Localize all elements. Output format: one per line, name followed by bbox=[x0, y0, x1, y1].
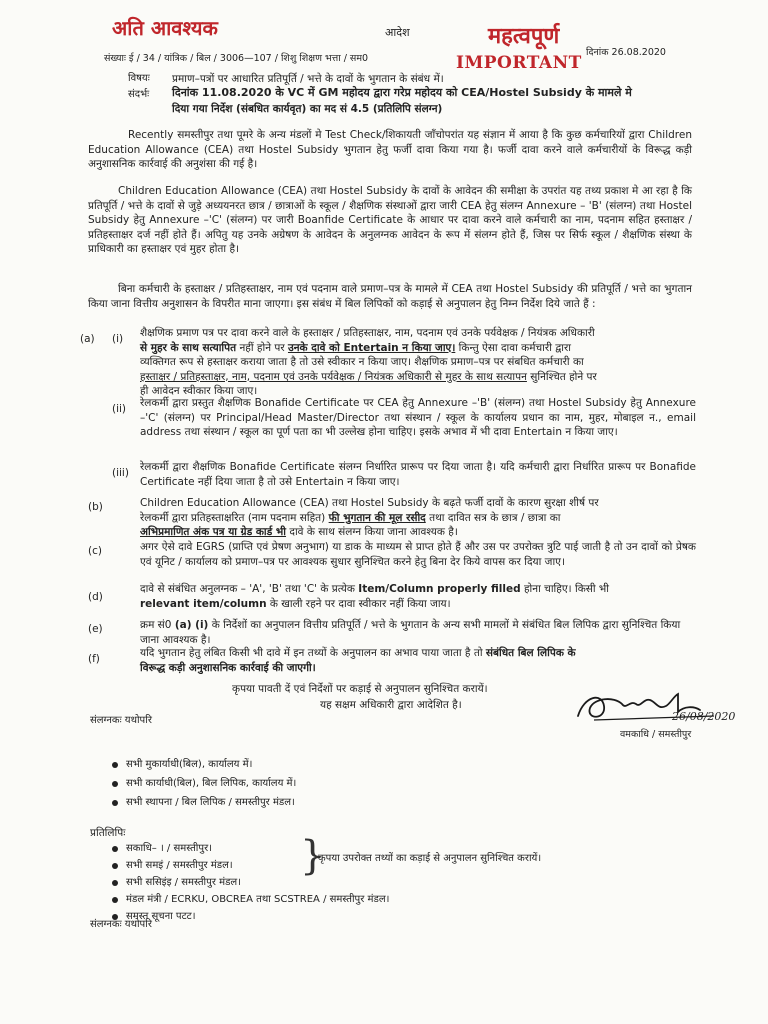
closing-line-2: यह सक्षम अधिकारी द्वारा आदेशित है। bbox=[320, 699, 462, 711]
item-a-i-line-3: व्यक्तिगत रूप से हस्ताक्षर कराया जाता है तो उसे स्वीकार न किया जाए। शैक्षणिक प्रमाण–पत्र पर संबधित कर्मचारी का bbox=[140, 356, 584, 368]
bullet-icon bbox=[112, 762, 118, 768]
distribution-list bbox=[112, 758, 296, 810]
bullet-icon bbox=[112, 781, 118, 787]
subject-label: विषयः bbox=[128, 73, 150, 84]
bullet-icon bbox=[112, 897, 118, 903]
closing-line-1: कृपया पावती दें एवं निर्देशों पर कड़ाई से अनुपालन सुनिश्चित करायें। bbox=[232, 683, 488, 695]
brace-icon: } bbox=[300, 833, 326, 879]
designation: वमकाधि / समस्तीपुर bbox=[620, 729, 692, 740]
list-item: सभी ससिइंइ / समस्तीपुर मंडल। bbox=[112, 876, 389, 890]
list-item: समस्त सूचना पटट। bbox=[112, 910, 389, 924]
item-f-label: (f) bbox=[88, 653, 100, 665]
paragraph-2: Children Education Allowance (CEA) तथा Hostel Subsidy के दावों के आवेदन की समीक्षा के उपरांत यह तथ्य प्रकाश मे आ रहा है कि प्रतिपूर्ति / भत्ते के दावों से जुड़े अध्ययनरत छात्र / छात्राओं के स्कूल / शैक्षणिक संस्थाओं द्वारा जारी CEA हेतु संलग्न Annexure – 'B' (संलग्न) तथा Hostel Subsidy हेतु Annexure –'C' (संलग्न) पर जारी Boanfide Certificate के आधार पर दावा करने वाले कर्मचारी का नाम, पदनाम सहित हस्ताक्षर / प्रतिहस्ताक्षर दर्ज नहीं होते हैं। अपितु यह उनके अग्रेषण के आवेदन के अनुलग्नक आवेदन के रूप में संलग्न होते हैं, जिस पर सिर्फ स्कूल / शैक्षणिक संस्था के प्राधिकारी का हस्ताक्षर एवं मुहर होता है। bbox=[88, 185, 692, 255]
bullet-icon bbox=[112, 846, 118, 852]
item-a-iii-text: रेलकर्मी द्वारा शैक्षणिक Bonafide Certificate संलग्न निर्धारित प्रारूप पर दिया जाता है। यदि कर्मचारी द्वारा निर्धारित प्रारूप पर Bonafide Certificate नहीं दिया जाता है तो उसे Entertain न किया जाए। bbox=[140, 461, 696, 488]
paragraph-1: Recently समस्तीपुर तथा पूमरे के अन्य मंडलों मे Test Check/शिकायती जाँचोपरांत यह संज्ञान में आया है कि कुछ कर्मचारियों द्वारा Children Education Allowance (CEA) तथा Hostel Subsidy भुगतान हेतु फर्जी दावा किया गया है। फर्जी दावा करने वाले कर्मचारीयों के विरूद्ध कड़ी अनुशासनिक कार्रवाई की अनुशंसा की गई है। bbox=[88, 129, 692, 170]
item-a-i-label: (i) bbox=[112, 333, 124, 345]
item-a-ii-text: रेलकर्मी द्वारा प्रस्तुत शैक्षणिक Bonafide Certificate पर CEA हेतु Annexure –'B' (संलग्न) तथा Hostel Subsidy हेतु Annexure –'C' (संलग्न) पर Principal/Head Master/Director तथा संस्थान / स्कूल के कार्यालय प्रधान का नाम, मुहर, मोबाइल न., email address तथा संस्थान / स्कूल का पूर्ण पता का भी उल्लेख होना चाहिए। इसके अभाव में भी दावा Entertain न किया जाए। bbox=[140, 397, 696, 438]
bullet-icon bbox=[112, 800, 118, 806]
order-heading: आदेश bbox=[385, 26, 410, 39]
item-a-i-line-5: ही आवेदन स्वीकार किया जाए। bbox=[140, 385, 258, 397]
item-c-label: (c) bbox=[88, 545, 102, 557]
item-a-iii-label: (iii) bbox=[112, 467, 129, 479]
item-a-ii-label: (ii) bbox=[112, 403, 127, 415]
bullet-icon bbox=[112, 863, 118, 869]
item-a-label: (a) bbox=[80, 333, 95, 345]
item-d-label: (d) bbox=[88, 591, 103, 603]
list-item: सभी समइं / समस्तीपुर मंडल। bbox=[112, 859, 389, 873]
brace-note: कृपया उपरोक्त तथ्यों का कड़ाई से अनुपालन सुनिश्चित करायें। bbox=[318, 853, 542, 864]
copy-attachment-note: संलग्नकः यथोपरि bbox=[90, 919, 152, 930]
bullet-icon bbox=[112, 880, 118, 886]
copy-label: प्रतिलिपिः bbox=[90, 827, 126, 839]
important-stamp-hindi: महत्वपूर्ण bbox=[488, 24, 560, 49]
list-item: सभी स्थापना / बिल लिपिक / समस्तीपुर मंडल। bbox=[112, 796, 296, 810]
item-d-text: दावे से संबंधित अनुलग्नक – 'A', 'B' तथा 'C' के प्रत्येक Item/Column properly filled होना चाहिए। किसी भी relevant item/column के खाली रहने पर दावा स्वीकार नहीं किया जाय। bbox=[140, 583, 610, 610]
item-b-label: (b) bbox=[88, 501, 103, 513]
paragraph-3: बिना कर्मचारी के हस्ताक्षर / प्रतिहस्ताक्षर, नाम एवं पदनाम वाले प्रमाण–पत्र के मामले में CEA तथा Hostel Subsidy की प्रतिपूर्ति / भत्ते का भुगतान किया जाना वित्तीय अनुशासन के विपरीत माना जाएगा। इस संबंध में बिल लिपिकों को कड़ाई से अनुपालन हेतु निम्न निर्देश दिये जाते हैं : bbox=[88, 283, 692, 310]
list-item: मंडल मंत्री / ECRKU, OBCREA तथा SCSTREA / समस्तीपुर मंडल। bbox=[112, 893, 389, 907]
reference-line-1: दिनांक 11.08.2020 के VC में GM महोदय द्वारा गरेप्र महोदय को CEA/Hostel Subsidy के मामले मे bbox=[172, 86, 632, 99]
signature-date: 26/08/2020 bbox=[672, 710, 736, 723]
item-b-text: Children Education Allowance (CEA) तथा Hostel Subsidy के बढ़ते फर्जी दावों के कारण सुरक्षा शीर्ष पर रेलकर्मी द्वारा प्रतिहस्ताक्षरित (नाम पदनाम सहित) फी भुगतान की मूल रसीद तथा दावित सत्र के छात्र / छात्रा का अभिप्रमाणित अंक पत्र या ग्रेड कार्ड भी दावे के साथ संलग्न किया जाना आवश्यक है। bbox=[140, 497, 599, 538]
item-c-text: अगर ऐसे दावे EGRS (प्राप्ति एवं प्रेषण अनुभाग) या डाक के माध्यम से प्राप्त होते हैं और उस पर उपरोक्त त्रुटि पाई जाती है तो उन दावों को प्रेषक एवं यूनिट / कार्यालय को प्रमाण–पत्र पर आवश्यक सुधार सुनिश्चित करने हेतु बिना देर किये वापस कर दिया जाए। bbox=[140, 541, 696, 568]
document-date: दिनांक 26.08.2020 bbox=[586, 47, 666, 58]
item-e-label: (e) bbox=[88, 623, 103, 635]
urgent-stamp: अति आवश्यक bbox=[112, 16, 218, 40]
item-a-i-text bbox=[140, 326, 696, 399]
subject-text: प्रमाण–पत्रों पर आधारित प्रतिपूर्ति / भत्ते के दावों के भुगतान के संबंध में। bbox=[172, 73, 444, 85]
attachment-note: संलग्नकः यथोपरि bbox=[90, 715, 152, 726]
important-stamp: IMPORTANT bbox=[456, 53, 582, 73]
reference-label: संदर्भः bbox=[128, 89, 150, 100]
list-item: सकाधि– । / समस्तीपुर। bbox=[112, 842, 389, 856]
item-e-text: क्रम सं0 (a) (i) के निर्देशों का अनुपालन वित्तीय प्रतिपूर्ति / भत्ते के भुगतान के अन्य सभी मामलों मे संबंधित बिल लिपिक द्वारा सुनिश्चित किया जाना आवश्यक है। bbox=[140, 619, 681, 646]
reference-number: संख्याः ई / 34 / यांत्रिक / बिल / 3006—107 / शिशु शिक्षण भत्ता / सम0 bbox=[104, 53, 369, 64]
item-a-i-line-2: से मुहर के साथ सत्यापित नहीं होने पर उनके दावे को Entertain न किया जाए। किन्तु ऐसा दावा कर्मचारी द्वारा bbox=[140, 341, 572, 354]
item-a-i-line-1: शैक्षणिक प्रमाण पत्र पर दावा करने वाले के हस्ताक्षर / प्रतिहस्ताक्षर, नाम, पदनाम एवं उनके पर्यवेक्षक / नियंत्रक अधिकारी bbox=[140, 327, 595, 339]
list-item: सभी मुकार्याधी(बिल), कार्यालय में। bbox=[112, 758, 296, 772]
list-item: सभी कार्याधी(बिल), बिल लिपिक, कार्यालय में। bbox=[112, 777, 296, 791]
item-f-text: यदि भुगतान हेतु लंबित किसी भी दावे में इन तथ्यों के अनुपालन का अभाव पाया जाता है तो संबंधित बिल लिपिक के विरूद्ध कड़ी अनुशासनिक कार्रवाई की जाएगी। bbox=[140, 647, 576, 674]
reference-line-2: दिया गया निर्देश (संबधित कार्यवृत) का मद सं 4.5 (प्रतिलिपि संलग्न) bbox=[172, 103, 443, 115]
item-a-i-line-4: हस्ताक्षर / प्रतिहस्ताक्षर, नाम, पदनाम एवं उनके पर्यवेक्षक / नियंत्रक अधिकारी से मुहर के साथ सत्यापन सुनिश्चित होने पर bbox=[140, 370, 597, 383]
